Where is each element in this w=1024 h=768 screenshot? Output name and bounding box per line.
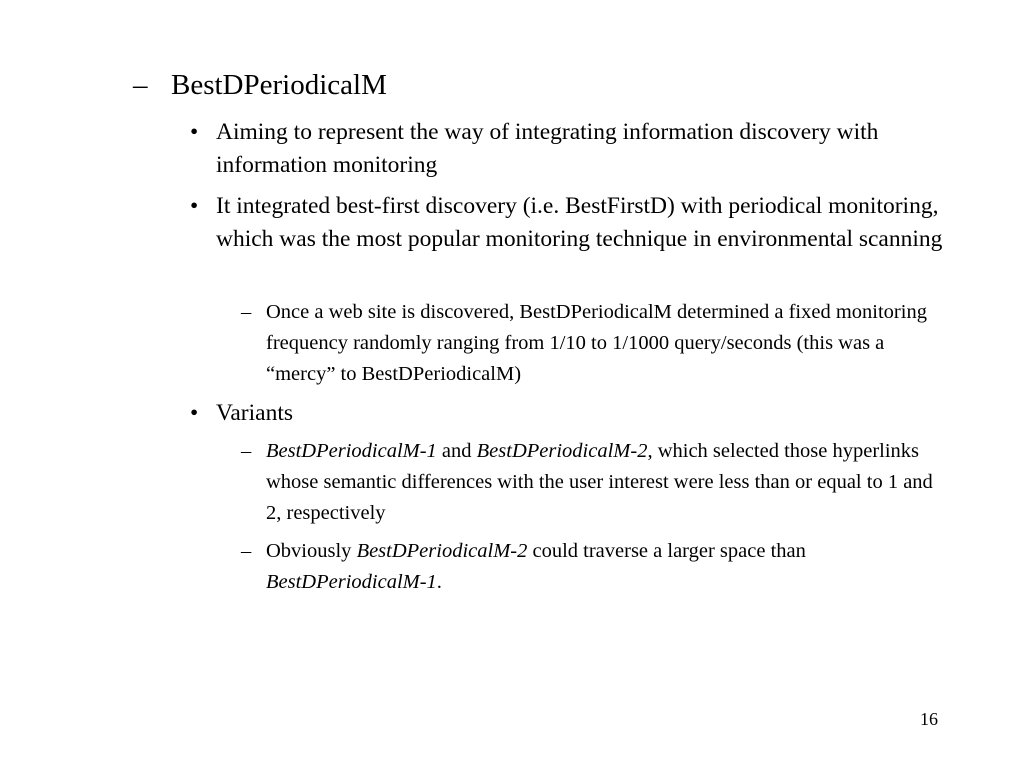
text-fragment: and bbox=[436, 440, 477, 462]
page-number: 16 bbox=[920, 709, 938, 729]
dash-marker: – bbox=[241, 540, 252, 562]
sub-item bbox=[241, 297, 941, 390]
bullet-marker: • bbox=[190, 400, 199, 426]
dash-marker: – bbox=[241, 301, 252, 323]
bullet-item bbox=[190, 190, 950, 256]
sub-item-text bbox=[266, 536, 941, 598]
text-fragment: could traverse a larger space than bbox=[527, 540, 806, 562]
sub-item bbox=[241, 436, 941, 529]
text-fragment: . bbox=[436, 571, 442, 593]
variant-name: BestDPeriodicalM-2 bbox=[476, 440, 648, 462]
bullet-item bbox=[190, 397, 950, 430]
bullet-marker: • bbox=[190, 119, 199, 145]
bullet-item bbox=[190, 116, 950, 182]
variant-name: BestDPeriodicalM-1 bbox=[266, 571, 437, 593]
variant-name: BestDPeriodicalM-1 bbox=[266, 440, 437, 462]
bullet-text: Aiming to represent the way of integrating information discovery with information monitoring bbox=[216, 119, 879, 178]
heading-item bbox=[133, 68, 933, 102]
bullet-text: Variants bbox=[216, 400, 294, 426]
sub-item-text bbox=[266, 436, 941, 529]
text-fragment: , which selected those hyperlinks whose semantic differences with the user interest were less than or equal to 1 and 2, respectively bbox=[266, 440, 933, 524]
sub-item bbox=[241, 536, 941, 598]
text-fragment: Obviously bbox=[266, 540, 357, 562]
dash-marker: – bbox=[241, 440, 252, 462]
dash-marker: – bbox=[133, 69, 148, 101]
heading-text: BestDPeriodicalM bbox=[171, 69, 387, 101]
sub-item-text: Once a web site is discovered, BestDPeriodicalM determined a fixed monitoring frequency randomly ranging from 1/10 to 1/1000 query/seconds (this was a “mercy” to BestDPeriodicalM) bbox=[266, 301, 927, 385]
variant-name: BestDPeriodicalM-2 bbox=[356, 540, 528, 562]
bullet-text: It integrated best-first discovery (i.e. BestFirstD) with periodical monitoring, which was the most popular monitoring technique in environmental scanning bbox=[216, 193, 943, 252]
bullet-marker: • bbox=[190, 193, 199, 219]
